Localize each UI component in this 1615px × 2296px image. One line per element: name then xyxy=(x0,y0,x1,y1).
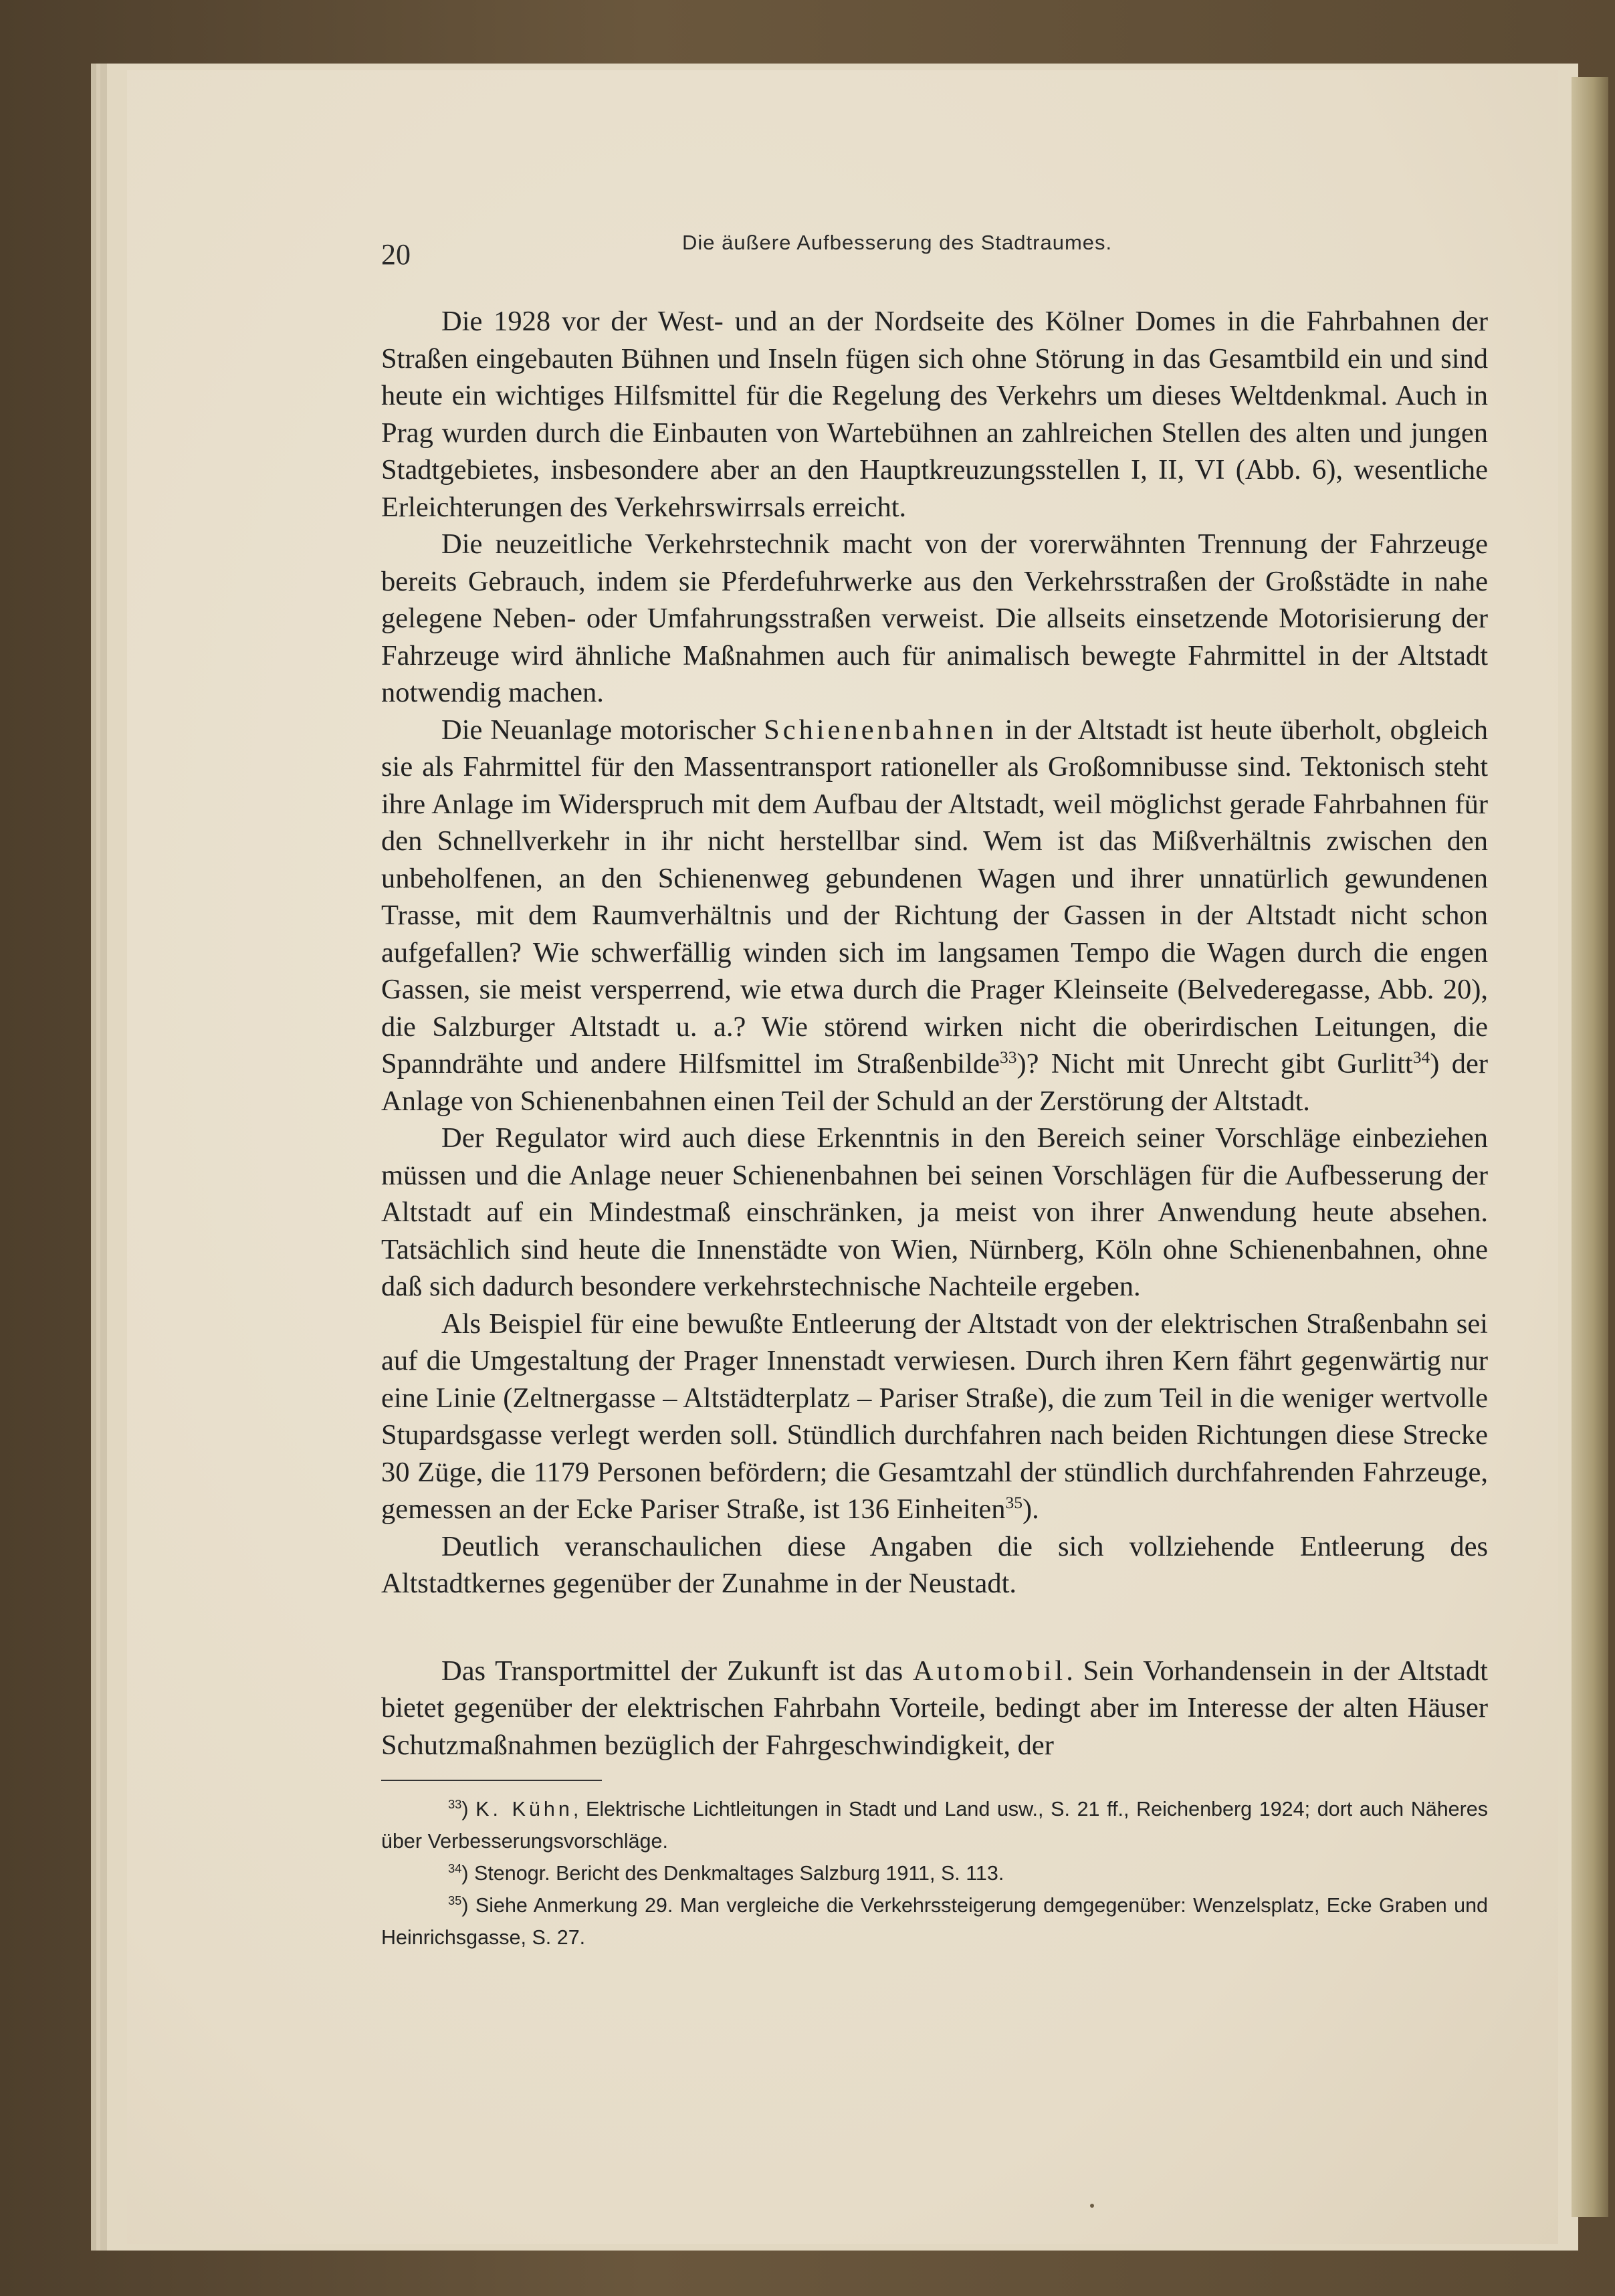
footnote-35-text: Siehe Anmerkung 29. Man vergleiche die Verkehrssteigerung demgegenüber: Wenzelsplatz, Ecke Graben und Heinrichsgasse, S. 27. xyxy=(381,1894,1488,1949)
section-gap xyxy=(381,1602,1488,1653)
footnote-ref-33: 33 xyxy=(1000,1047,1017,1067)
body-text xyxy=(381,303,1488,1764)
paper-speck xyxy=(1090,2204,1094,2208)
emphasis-schienenbahnen: Schienenbahnen xyxy=(764,714,997,746)
footnote-35-number: 35 xyxy=(448,1893,462,1907)
page-edge xyxy=(1572,77,1608,2217)
footnote-35: $^{35}$) Siehe Anmerkung 29. Man vergleiche die Verkehrssteigerung demgegenüber: Wenzelsplatz, Ecke Graben und Heinrichsgasse, S. 27. xyxy=(381,1893,1488,1949)
paragraph-3-text-d: ) der Anlage von Schienenbahnen einen Teil der Schuld an der Zerstörung der Altstadt. xyxy=(381,1048,1488,1117)
paragraph-6: Deutlich veranschaulichen diese Angaben die sich vollziehende Entleerung des Altstadtkernes gegenüber der Zunahme in der Neustadt. xyxy=(381,1530,1488,1599)
paragraph-2: Die neuzeitliche Verkehrstechnik macht von der vorerwähnten Trennung der Fahrzeuge bereits Gebrauch, indem sie Pferdefuhrwerke aus den Verkehrsstraßen der Großstädte in nahe gelegene Neben- oder Umfahrungsstraßen verweist. Die allseits einsetzende Motorisierung der Fahrzeuge wird ähnliche Maßnahmen auch für animalisch bewegte Fahrmittel in der Altstadt notwendig machen. xyxy=(381,528,1488,708)
paragraph-1: Die 1928 vor der West- und an der Nordseite des Kölner Domes in die Fahrbahnen der Straßen eingebauten Bühnen und Inseln fügen sich ohne Störung in das Gesamtbild ein und sind heute ein wichtiges Hilfsmittel für die Regelung des Verkehrs um dieses Weltdenkmal. Auch in Prag wurden durch die Einbauten von Wartebühnen an zahlreichen Stellen des alten und jungen Stadtgebietes, insbesondere aber an den Hauptkreuzungsstellen I, II, VI (Abb. 6), wesentliche Erleichterungen des Verkehrswirrsals erreicht. xyxy=(381,306,1488,523)
paragraph-3-text-c: )? Nicht mit Unrecht gibt Gurlitt xyxy=(1016,1048,1413,1079)
paragraph-7-text-a: Das Transportmittel der Zukunft ist das xyxy=(441,1655,913,1687)
page-number: 20 xyxy=(381,238,411,271)
footnotes xyxy=(381,1793,1488,1954)
paragraph-3-text-a: Die Neuanlage motorischer xyxy=(441,714,764,746)
paragraph-5-text-a: Als Beispiel für eine bewußte Entleerung der Altstadt von der elektrischen Straßenbahn sei auf die Umgestaltung der Prager Innenstadt verwiesen. Durch ihren Kern fährt gegenwärtig nur eine Linie (Zeltnergasse – Altstädterplatz – Pariser Straße), die zum Teil in die weniger wertvolle Stupardsgasse verlegt werden soll. Stündlich durchfahren nach beiden Richtungen diese Strecke 30 Züge, die 1179 Personen befördern; die Gesamtzahl der stündlich durchfahrenden Fahrzeuge, gemessen an der Ecke Pariser Straße, ist 136 Einheiten xyxy=(381,1308,1488,1525)
footnote-ref-35: 35 xyxy=(1005,1492,1023,1512)
footnote-33: $^{33}$) K. Kühn, Elektrische Lichtleitungen in Stadt und Land usw., S. 21 ff., Reichenberg 1924; dort auch Näheres über Verbesserungsvorschläge. xyxy=(381,1796,1488,1853)
running-title: Die äußere Aufbesserung des Stadtraumes. xyxy=(682,231,1113,254)
footnote-divider xyxy=(381,1780,602,1781)
footnote-33-number: 33 xyxy=(448,1796,462,1811)
footnote-33-text: , Elektrische Lichtleitungen in Stadt und Land usw., S. 21 ff., Reichenberg 1924; dort auch Näheres über Verbesserungsvorschläge. xyxy=(381,1798,1488,1853)
paragraph-4: Der Regulator wird auch diese Erkenntnis in den Bereich seiner Vorschläge einbeziehen müssen und die Anlage neuer Schienenbahnen bei seinen Vorschlägen für die Aufbesserung der Altstadt auf ein Mindestmaß einschränken, ja meist von ihrer Anwendung heute absehen. Tatsächlich sind heute die Innenstädte von Wien, Nürnberg, Köln ohne Schienenbahnen, ohne daß sich dadurch besondere verkehrstechnische Nachteile ergeben. xyxy=(381,1122,1488,1302)
paragraph-5 xyxy=(381,1306,1488,1528)
paragraph-5-text-b: ). xyxy=(1022,1493,1039,1525)
page-content xyxy=(381,231,1488,1954)
footnote-34-text: Stenogr. Bericht des Denkmaltages Salzburg 1911, S. 113. xyxy=(473,1862,1004,1885)
footnote-ref-34: 34 xyxy=(1412,1047,1430,1067)
paragraph-7-text-b: . Sein Vorhandensein in der Altstadt bietet gegenüber der elektrischen Fahrbahn Vorteile, bedingt aber im Interesse der alten Häuser Schutzmaßnahmen bezüglich der Fahrgeschwindigkeit, der xyxy=(381,1655,1488,1761)
footnote-34-number: 34 xyxy=(448,1861,462,1875)
emphasis-automobil: Automobil xyxy=(913,1655,1067,1687)
paragraph-3 xyxy=(381,712,1488,1120)
paragraph-3-text-b: in der Altstadt ist heute überholt, obgleich sie als Fahrmittel für den Massentransport rationeller als Großomnibusse sind. Tektonisch steht ihre Anlage im Widerspruch mit dem Aufbau der Altstadt, weil möglichst gerade Fahrbahnen für den Schnellverkehr in ihr nicht herstellbar sind. Wem ist das Mißverhältnis zwischen den unbeholfenen, an den Schienenweg gebundenen Wagen und ihrer unnatürlich gewundenen Trasse, mit dem Raumverhältnis und der Richtung der Gassen in der Altstadt nicht schon aufgefallen? Wie schwerfällig winden sich im langsamen Tempo die Wagen durch die engen Gassen, sie meist versperrend, wie etwa durch die Prager Kleinseite (Belvederegasse, Abb. 20), die Salzburger Altstadt u. a.? Wie störend wirken nicht die oberirdischen Leitungen, die Spanndrähte und andere Hilfsmittel im Straßenbilde xyxy=(381,714,1488,1079)
paragraph-7 xyxy=(381,1653,1488,1764)
footnote-33-author: K. Kühn xyxy=(475,1798,573,1820)
footnote-34: $^{34}$) Stenogr. Bericht des Denkmaltages Salzburg 1911, S. 113. xyxy=(448,1861,1004,1885)
page-header xyxy=(381,231,1488,278)
